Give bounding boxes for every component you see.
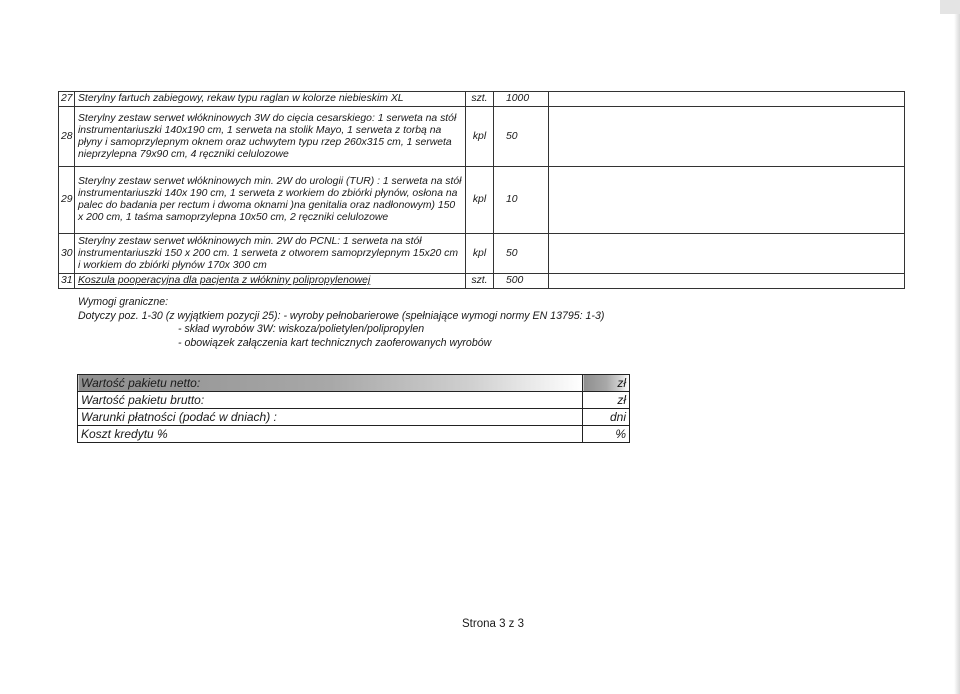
summary-row — [78, 392, 630, 409]
items-table — [58, 91, 905, 289]
item-unit: szt. — [466, 92, 494, 107]
summary-label: Koszt kredytu % — [78, 426, 583, 443]
empty-cell — [549, 167, 905, 234]
empty-cell — [549, 107, 905, 167]
item-unit: kpl — [466, 234, 494, 274]
summary-unit: zł — [583, 392, 630, 409]
summary-label: Warunki płatności (podać w dniach) : — [78, 409, 583, 426]
summary-unit: dni — [583, 409, 630, 426]
requirements-section — [78, 296, 604, 350]
item-number: 31 — [59, 274, 75, 289]
empty-cell — [549, 274, 905, 289]
table-row — [59, 167, 905, 234]
item-description: Sterylny zestaw serwet włókninowych min. 2W do PCNL: 1 serweta na stół instrumentariuszki 150 x 200 cm. 1 serweta z otworem samoprzylepnym 15x20 cm i workiem do zbiórki płynów 170x 300 cm — [75, 234, 466, 274]
item-number: 29 — [59, 167, 75, 234]
page-number: Strona 3 z 3 — [462, 618, 525, 630]
table-row — [59, 92, 905, 107]
item-quantity: 50 — [494, 107, 549, 167]
requirements-line: - skład wyrobów 3W: wiskoza/polietylen/polipropylen — [178, 323, 425, 335]
requirements-line: Dotyczy poz. 1-30 (z wyjątkiem pozycji 25): - wyroby pełnobarierowe (spełniające wymogi normy EN 13795: 1-3) — [78, 309, 605, 322]
scan-corner-mark — [940, 0, 960, 14]
table-row — [59, 107, 905, 167]
item-number: 30 — [59, 234, 75, 274]
item-quantity: 1000 — [494, 92, 549, 107]
table-row — [59, 234, 905, 274]
item-unit: kpl — [466, 107, 494, 167]
item-unit: szt. — [466, 274, 494, 289]
item-number: 28 — [59, 107, 75, 167]
summary-label: Wartość pakietu netto: — [78, 375, 583, 392]
empty-cell — [549, 92, 905, 107]
requirements-line: - obowiązek załączenia kart technicznych zaoferowanych wyrobów — [178, 336, 492, 349]
item-quantity: 50 — [494, 234, 549, 274]
package-summary-table — [77, 374, 630, 443]
item-quantity: 500 — [494, 274, 549, 289]
table-row — [59, 274, 905, 289]
item-description: Sterylny fartuch zabiegowy, rekaw typu raglan w kolorze niebieskim XL — [75, 92, 466, 107]
summary-row — [78, 375, 630, 392]
item-number: 27 — [59, 92, 75, 107]
item-unit: kpl — [466, 167, 494, 234]
summary-label: Wartość pakietu brutto: — [78, 392, 583, 409]
summary-row — [78, 409, 630, 426]
item-quantity: 10 — [494, 167, 549, 234]
scan-edge-shadow — [954, 0, 960, 694]
summary-row — [78, 426, 630, 443]
item-description: Sterylny zestaw serwet włókninowych min. 2W do urologii (TUR) : 1 serweta na stół instrumentariuszki 140x 190 cm, 1 serweta z workiem do zbiórki płynów, osłona na palec do badania per rectum i dwoma oknami )na genitalia oraz nadłonowym) 150 x 200 cm, 1 taśma samoprzylepna 10x50 cm, 2 ręczniki celulozowe — [75, 167, 466, 234]
empty-cell — [549, 234, 905, 274]
summary-unit: % — [583, 426, 630, 443]
summary-unit: zł — [583, 375, 630, 392]
item-description: Sterylny zestaw serwet włókninowych 3W do cięcia cesarskiego: 1 serweta na stół instrumentariuszki 140x190 cm, 1 serweta na stolik Mayo, 1 serweta z torbą na płyny i samoprzylepnym oknem oraz uchwytem typu rzep 260x315 cm, 1 serweta nieprzylepna 79x90 cm, 4 ręczniki celulozowe — [75, 107, 466, 167]
item-description: Koszula pooperacyjna dla pacjenta z włókniny polipropylenowej — [75, 274, 466, 289]
requirements-heading: Wymogi graniczne: — [78, 296, 169, 308]
